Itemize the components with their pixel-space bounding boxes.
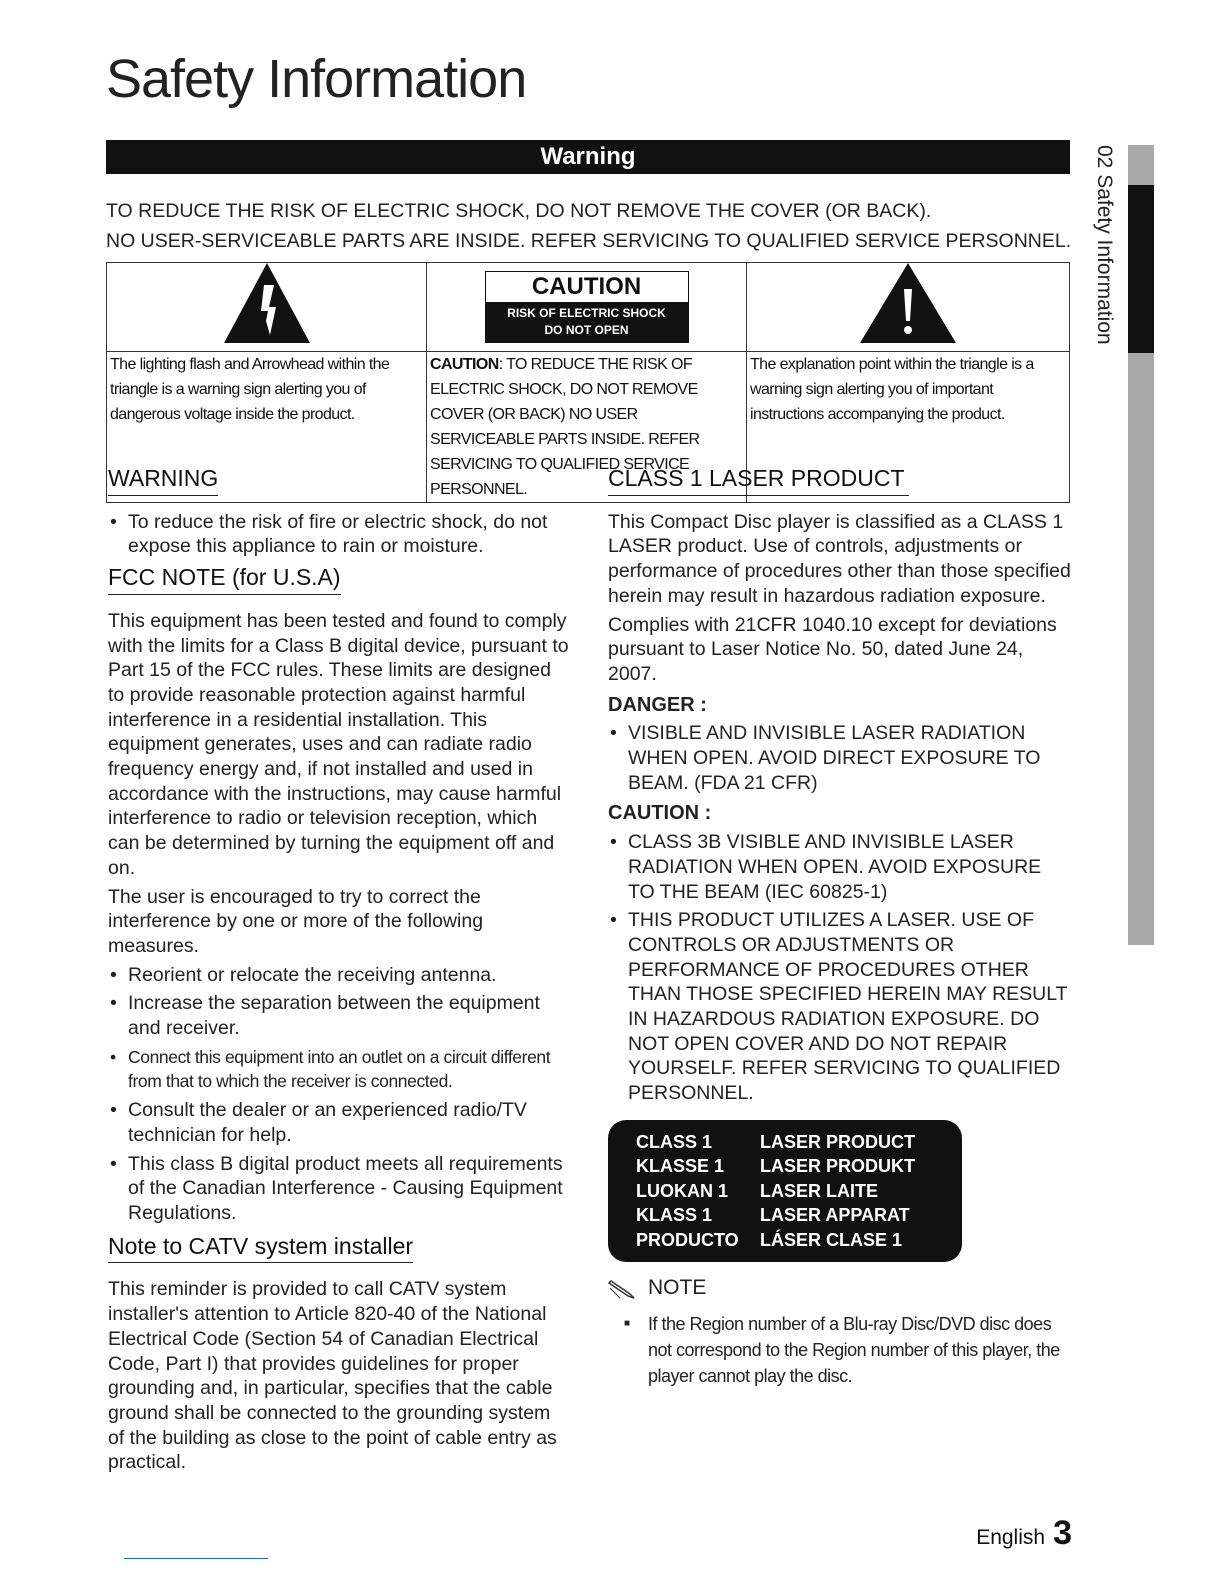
page-footer bbox=[976, 1514, 1072, 1553]
note-heading bbox=[608, 1276, 1072, 1301]
list-item: • CLASS 3B VISIBLE AND INVISIBLE LASER RADIATION WHEN OPEN. AVOID EXPOSURE TO THE BEAM (IEC 60825-1) bbox=[608, 830, 1072, 904]
lightning-description: The lighting flash and Arrowhead within the triangle is a warning sign alerting you of dangerous voltage inside the product. bbox=[107, 352, 427, 503]
note-title: NOTE bbox=[648, 1276, 707, 1300]
lightning-triangle-icon bbox=[224, 263, 310, 343]
caution-label-cell bbox=[427, 263, 747, 352]
danger-heading: DANGER : bbox=[608, 693, 707, 716]
caution-line: DO NOT OPEN bbox=[544, 323, 629, 337]
footer-line bbox=[124, 1558, 268, 1559]
caution-label bbox=[485, 271, 689, 343]
list-item: • THIS PRODUCT UTILIZES A LASER. USE OF CONTROLS OR ADJUSTMENTS OR PERFORMANCE OF PROCEDURES OTHER THAN THOSE SPECIFIED HEREIN MAY RESULT IN HAZARDOUS RADIATION EXPOSURE. DO NOT OPEN COVER AND DO NOT REPAIR YOURSELF. REFER SERVICING TO QUALIFIED PERSONNEL. bbox=[608, 908, 1072, 1106]
warning-heading: WARNING bbox=[108, 466, 218, 496]
catv-paragraph: This reminder is provided to call CATV system installer's attention to Article 820-40 of the National Electrical Code (Section 54 of Canadian Electrical Code, Part I) that provides guidelines for proper grounding and, in particular, specifies that the cable ground shall be connected to the grounding system of the building as close to the point of cable entry as practical. bbox=[108, 1278, 557, 1474]
laser-paragraph: This Compact Disc player is classified as a CLASS 1 LASER product. Use of controls, adjustments or performance of procedures other than those specified herein may result in hazardous radiation exposure. bbox=[608, 510, 1071, 607]
warning-banner: Warning bbox=[106, 140, 1070, 174]
footer-language: English bbox=[976, 1526, 1046, 1549]
list-item: • Reorient or relocate the receiving antenna. bbox=[108, 963, 570, 988]
laser-label-product: LASER LAITE bbox=[760, 1180, 879, 1201]
laser-label-product: LASER PRODUCT bbox=[760, 1131, 916, 1152]
exclamation-cell bbox=[747, 263, 1070, 352]
intro-line: TO REDUCE THE RISK OF ELECTRIC SHOCK, DO NOT REMOVE THE COVER (OR BACK). bbox=[106, 200, 932, 222]
caution-heading: CAUTION : bbox=[608, 802, 712, 825]
fcc-heading: FCC NOTE (for U.S.A) bbox=[108, 565, 341, 595]
right-column bbox=[608, 466, 1072, 1393]
exclamation-description: The explanation point within the triangle is a warning sign alerting you of important instructions accompanying the product. bbox=[747, 352, 1070, 503]
laser-label-class: KLASSE 1 bbox=[636, 1156, 725, 1177]
page-title: Safety Information bbox=[106, 49, 527, 109]
lightning-cell bbox=[107, 263, 427, 352]
note-item: ■ If the Region number of a Blu-ray Disc/DVD disc does not correspond to the Region number of this player, the player cannot play the disc. bbox=[608, 1311, 1072, 1389]
page-number: 3 bbox=[1053, 1514, 1072, 1552]
pencil-note-icon bbox=[608, 1278, 638, 1300]
laser-label-product: LASER APPARAT bbox=[760, 1205, 910, 1226]
caution-text: : TO REDUCE THE RISK OF ELECTRIC SHOCK, DO NOT REMOVE COVER (OR BACK) NO USER SERVICEABLE PARTS INSIDE. REFER SERVICING TO QUALIFIED SERVICE PERSONNEL. bbox=[430, 356, 700, 498]
list-item: • Connect this equipment into an outlet on a circuit different from that to which the receiver is connected. bbox=[108, 1045, 570, 1094]
laser-label-class: KLASS 1 bbox=[636, 1205, 713, 1226]
section-marker bbox=[1128, 185, 1154, 353]
intro-line: NO USER-SERVICEABLE PARTS ARE INSIDE. REFER SERVICING TO QUALIFIED SERVICE PERSONNEL. bbox=[106, 230, 1072, 252]
fcc-paragraph: The user is encouraged to try to correct the interference by one or more of the following measures. bbox=[108, 885, 484, 957]
intro-text bbox=[106, 196, 1071, 256]
list-item: • To reduce the risk of fire or electric shock, do not expose this appliance to rain or moisture. bbox=[108, 510, 570, 559]
laser-heading: CLASS 1 LASER PRODUCT bbox=[608, 466, 909, 496]
laser-label-class: LUOKAN 1 bbox=[636, 1180, 729, 1201]
side-tab-label: 02 Safety Information bbox=[1093, 145, 1116, 345]
list-item: • Increase the separation between the equipment and receiver. bbox=[108, 991, 570, 1040]
caution-label-bold: CAUTION bbox=[430, 356, 499, 373]
laser-class-label bbox=[608, 1120, 962, 1263]
laser-label-product: LASER PRODUKT bbox=[760, 1156, 916, 1177]
list-item: • VISIBLE AND INVISIBLE LASER RADIATION WHEN OPEN. AVOID DIRECT EXPOSURE TO BEAM. (FDA 21 CFR) bbox=[608, 721, 1072, 795]
caution-line: RISK OF ELECTRIC SHOCK bbox=[507, 306, 666, 320]
caution-title: CAUTION bbox=[531, 273, 642, 300]
left-column bbox=[108, 466, 570, 1479]
catv-heading: Note to CATV system installer bbox=[108, 1234, 413, 1264]
list-item: • Consult the dealer or an experienced radio/TV technician for help. bbox=[108, 1098, 570, 1147]
laser-paragraph: Complies with 21CFR 1040.10 except for deviations pursuant to Laser Notice No. 50, dated June 24, 2007. bbox=[608, 613, 1057, 685]
exclamation-triangle-icon bbox=[860, 263, 956, 343]
section-stripe bbox=[1128, 145, 1154, 945]
fcc-paragraph: This equipment has been tested and found to comply with the limits for a Class B digital device, pursuant to Part 15 of the FCC rules. These limits are designed to provide reasonable protection against harmful interference in a residential installation. This equipment generates, uses and can radiate radio frequency energy and, if not installed and used in accordance with the instructions, may cause harmful interference to radio or television reception, which can be determined by turning the equipment off and on. bbox=[108, 609, 569, 879]
laser-label-class: CLASS 1 bbox=[636, 1131, 713, 1152]
laser-label-product: LÁSER CLASE 1 bbox=[760, 1229, 903, 1250]
list-item: • This class B digital product meets all requirements of the Canadian Interference - Causing Equipment Regulations. bbox=[108, 1152, 570, 1226]
laser-label-class: PRODUCTO bbox=[636, 1229, 739, 1250]
